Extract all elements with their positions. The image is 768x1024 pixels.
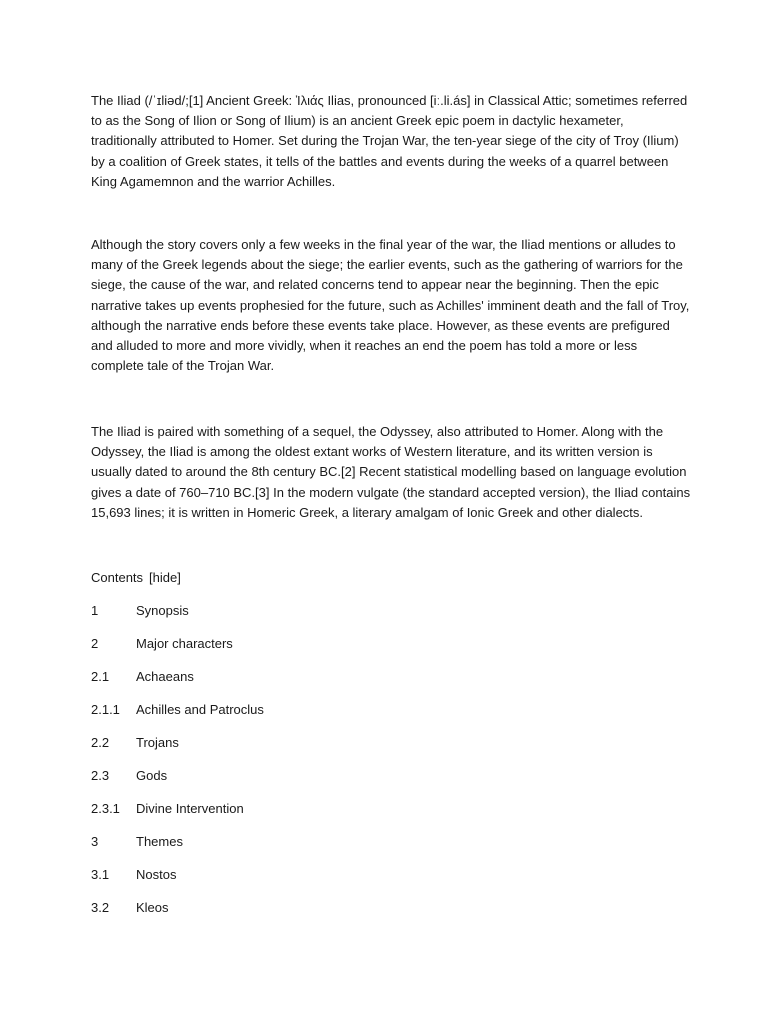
toc-label: Achilles and Patroclus (136, 702, 264, 717)
toc-number: 3.2 (91, 900, 110, 915)
contents-heading (91, 568, 181, 588)
toc-number: 3 (91, 834, 99, 849)
toc-label: Major characters (136, 636, 233, 651)
toc-label: Themes (136, 834, 183, 849)
toc-item[interactable] (91, 733, 264, 766)
toc-number: 3.1 (91, 867, 110, 882)
toc-number: 2.1.1 (91, 702, 120, 717)
toc-number: 2.1 (91, 669, 110, 684)
toc-item[interactable] (91, 832, 264, 865)
toc-label: Kleos (136, 900, 169, 915)
paragraph-story-scope: Although the story covers only a few weeks in the final year of the war, the Iliad mentions or alludes to many of the Greek legends about the siege; the earlier events, such as the gathering of warriors for the siege, the cause of the war, and related concerns tend to appear near the beginning. Then the epic narrative takes up events prophesied for the future, such as Achilles' imminent death and the fall of Troy, although the narrative ends before these events take place. However, as these events are prefigured and alluded to more and more vividly, when it reaches an end the poem has told a more or less complete tale of the Trojan War. (91, 237, 690, 374)
table-of-contents (91, 601, 264, 931)
contents-hide-toggle[interactable]: [hide] (149, 570, 181, 585)
toc-label: Achaeans (136, 669, 194, 684)
toc-item[interactable] (91, 865, 264, 898)
toc-label: Gods (136, 768, 168, 783)
toc-number: 2.3 (91, 768, 110, 783)
toc-number: 1 (91, 603, 99, 618)
toc-number: 2 (91, 636, 99, 651)
paragraph-odyssey-relation: The Iliad is paired with something of a sequel, the Odyssey, also attributed to Homer. Along with the Odyssey, the Iliad is among the oldest extant works of Western literature, and its written version is usually dated to around the 8th century BC.[2] Recent statistical modelling based on language evolution gives a date of 760–710 BC.[3] In the modern vulgate (the standard accepted version), the Iliad contains 15,693 lines; it is written in Homeric Greek, a literary amalgam of Ionic Greek and other dialects. (91, 424, 691, 520)
toc-item[interactable] (91, 634, 264, 667)
toc-number: 2.2 (91, 735, 110, 750)
toc-label: Divine Intervention (136, 801, 244, 816)
toc-item[interactable] (91, 799, 264, 832)
contents-title: Contents (91, 570, 144, 585)
toc-item[interactable] (91, 667, 264, 700)
toc-item[interactable] (91, 601, 264, 634)
toc-label: Synopsis (136, 603, 189, 618)
toc-item[interactable] (91, 700, 264, 733)
toc-item[interactable] (91, 898, 264, 931)
toc-number: 2.3.1 (91, 801, 120, 816)
paragraph-intro: The Iliad (/ˈɪliəd/;[1] Ancient Greek: Ἰλιάς Ilias, pronounced [iː.li.ás] in Classical Attic; sometimes referred to as the Song of Ilion or Song of Ilium) is an ancient Greek epic poem in dactylic hexameter, traditionally attributed to Homer. Set during the Trojan War, the ten-year siege of the city of Troy (Ilium) by a coalition of Greek states, it tells of the battles and events during the weeks of a quarrel between King Agamemnon and the warrior Achilles. (91, 93, 688, 189)
toc-item[interactable] (91, 766, 264, 799)
toc-label: Trojans (136, 735, 179, 750)
toc-label: Nostos (136, 867, 177, 882)
